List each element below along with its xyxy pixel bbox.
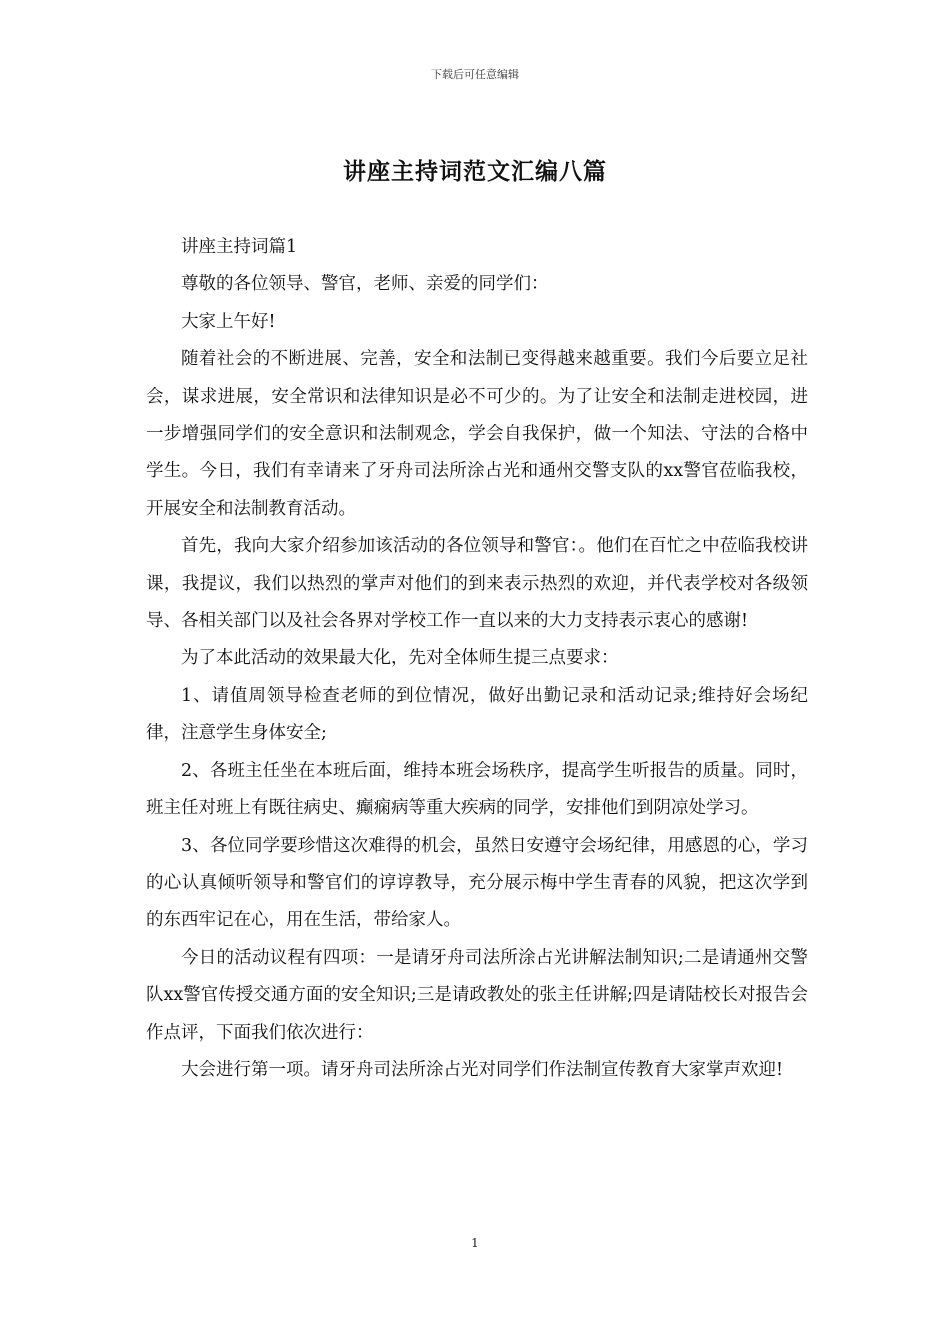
requirement-item: 1、请值周领导检查老师的到位情况，做好出勤记录和活动记录;维持好会场纪律，注意学生身体安全; bbox=[146, 685, 808, 744]
header-note: 下载后可任意编辑 bbox=[431, 68, 519, 81]
document-title: 讲座主持词范文汇编八篇 bbox=[343, 158, 607, 185]
page-number: 1 bbox=[471, 1236, 479, 1250]
salutation-paragraph: 尊敬的各位领导、警官，老师、亲爱的同学们： bbox=[181, 274, 549, 295]
requirement-item: 2、各班主任坐在本班后面，维持本班会场秩序，提高学生听报告的质量。同时，班主任对班上有既往病史、癫痫病等重大疾病的同学，安排他们到阴凉处学习。 bbox=[146, 760, 808, 819]
document-body bbox=[146, 229, 808, 1089]
body-paragraph: 今日的活动议程有四项：一是请牙舟司法所涂占光讲解法制知识;二是请通州交警队xx警官传授交通方面的安全知识;三是请政教处的张主任讲解;四是请陆校长对报告会作点评，下面我们依次进行： bbox=[146, 947, 808, 1043]
body-paragraph: 随着社会的不断进展、完善，安全和法制已变得越来越重要。我们今后要立足社会，谋求进展，安全常识和法律知识是必不可少的。为了让安全和法制走进校园，进一步增强同学们的安全意识和法制观念，学会自我保护，做一个知法、守法的合格中学生。今日，我们有幸请来了牙舟司法所涂占光和通州交警支队的xx警官莅临我校，开展安全和法制教育活动。 bbox=[146, 349, 808, 519]
body-paragraph: 首先，我向大家介绍参加该活动的各位领导和警官：。他们在百忙之中莅临我校讲课，我提议，我们以热烈的掌声对他们的到来表示热烈的欢迎，并代表学校对各级领导、各相关部门以及社会各界对学校工作一直以来的大力支持表示衷心的感谢! bbox=[146, 536, 808, 632]
requirement-item: 3、各位同学要珍惜这次难得的机会，虽然日安遵守会场纪律，用感恩的心，学习的心认真倾听领导和警官们的谆谆教导，充分展示梅中学生青春的风貌，把这次学到的东西牢记在心，用在生活，带给家人。 bbox=[146, 835, 808, 931]
section-heading: 讲座主持词篇1 bbox=[181, 237, 298, 257]
body-paragraph: 为了本此活动的效果最大化，先对全体师生提三点要求： bbox=[181, 648, 619, 669]
greeting-paragraph: 大家上午好! bbox=[181, 311, 276, 332]
body-paragraph: 大会进行第一项。请牙舟司法所涂占光对同学们作法制宣传教育大家掌声欢迎! bbox=[181, 1059, 784, 1080]
